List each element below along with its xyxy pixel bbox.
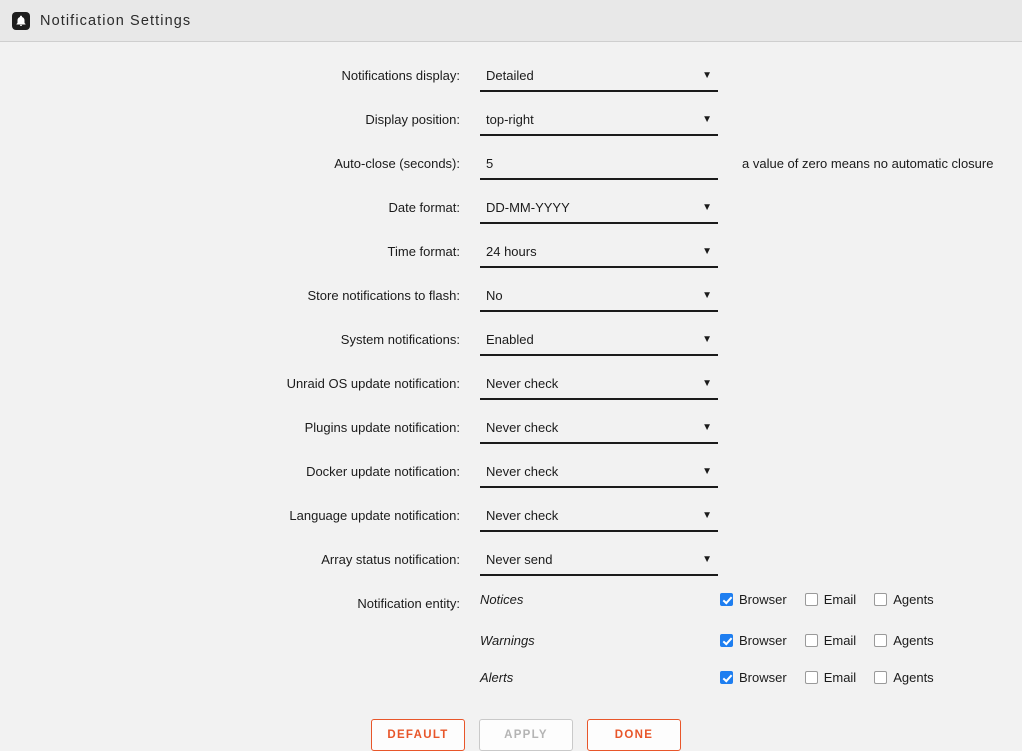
select-value-unraid-os-update-notification: Never check <box>486 375 559 391</box>
chevron-down-icon: ▼ <box>702 70 712 81</box>
note-display-position <box>720 108 742 112</box>
window-titlebar <box>0 0 1022 42</box>
checkbox-notices-email[interactable] <box>805 592 857 607</box>
select-value-language-update-notification: Never check <box>486 507 559 523</box>
note-plugins-update-notification <box>720 416 742 420</box>
select-unraid-os-update-notification[interactable] <box>480 372 718 400</box>
checkbox-notices-browser[interactable] <box>720 592 787 607</box>
bell-icon <box>12 12 30 30</box>
note-time-format <box>720 240 742 244</box>
label-language-update-notification: Language update notification: <box>289 508 460 523</box>
label-array-status-notification: Array status notification: <box>321 552 460 567</box>
label-unraid-os-update-notification: Unraid OS update notification: <box>286 376 460 391</box>
chevron-down-icon: ▼ <box>702 246 712 257</box>
form-row-docker-update-notification <box>0 460 1022 488</box>
form-row-store-notifications-to-flash <box>0 284 1022 312</box>
form-row-array-status-notification <box>0 548 1022 576</box>
select-value-display-position: top-right <box>486 111 534 127</box>
checkbox-label: Browser <box>739 633 787 648</box>
chevron-down-icon: ▼ <box>702 466 712 477</box>
label-store-notifications-to-flash: Store notifications to flash: <box>307 288 460 303</box>
chevron-down-icon: ▼ <box>702 554 712 565</box>
checkbox-label: Email <box>823 633 857 648</box>
checkbox-label: Agents <box>893 670 934 685</box>
label-docker-update-notification: Docker update notification: <box>306 464 460 479</box>
note-array-status-notification <box>720 548 742 552</box>
entity-name-warnings: Warnings <box>480 633 535 648</box>
chevron-down-icon: ▼ <box>702 378 712 389</box>
label-plugins-update-notification: Plugins update notification: <box>304 420 460 435</box>
form-row-plugins-update-notification <box>0 416 1022 444</box>
select-value-time-format: 24 hours <box>486 243 537 259</box>
note-date-format <box>720 196 742 200</box>
checkbox-alerts-email[interactable] <box>805 670 857 685</box>
form-row-time-format <box>0 240 1022 268</box>
checkbox-box[interactable] <box>805 593 818 606</box>
form-row-display-position <box>0 108 1022 136</box>
select-system-notifications[interactable] <box>480 328 718 356</box>
chevron-down-icon: ▼ <box>702 334 712 345</box>
form-row-system-notifications <box>0 328 1022 356</box>
checkbox-warnings-email[interactable] <box>805 633 857 648</box>
select-display-position[interactable] <box>480 108 718 136</box>
checkbox-alerts-browser[interactable] <box>720 670 787 685</box>
checkbox-box[interactable] <box>874 593 887 606</box>
checkbox-box[interactable] <box>805 671 818 684</box>
checkbox-box[interactable] <box>720 634 733 647</box>
note-notifications-display <box>720 64 742 68</box>
form-row-notification-entity-notices <box>0 592 1022 611</box>
checkbox-label: Email <box>823 592 857 607</box>
select-store-notifications-to-flash[interactable] <box>480 284 718 312</box>
chevron-down-icon: ▼ <box>702 114 712 125</box>
checkbox-label: Agents <box>893 633 934 648</box>
label-auto-close: Auto-close (seconds): <box>334 156 460 171</box>
done-button[interactable]: DONE <box>587 719 681 751</box>
select-array-status-notification[interactable] <box>480 548 718 576</box>
checkbox-box[interactable] <box>720 671 733 684</box>
select-docker-update-notification[interactable] <box>480 460 718 488</box>
form-row-unraid-os-update-notification <box>0 372 1022 400</box>
default-button[interactable]: DEFAULT <box>371 719 465 751</box>
window-title: Notification Settings <box>40 12 192 29</box>
checkbox-warnings-browser[interactable] <box>720 633 787 648</box>
chevron-down-icon: ▼ <box>702 510 712 521</box>
input-auto-close-seconds[interactable]: 5 <box>480 152 718 180</box>
checkbox-alerts-agents[interactable] <box>874 670 933 685</box>
note-auto-close: a value of zero means no automatic closure <box>742 156 994 171</box>
form-row-notification-entity-alerts <box>0 670 1022 685</box>
chevron-down-icon: ▼ <box>702 422 712 433</box>
select-value-date-format: DD-MM-YYYY <box>486 199 570 215</box>
note-language-update-notification <box>720 504 742 508</box>
checkbox-label: Browser <box>739 670 787 685</box>
checkbox-box[interactable] <box>805 634 818 647</box>
form-row-notification-entity-warnings <box>0 633 1022 648</box>
entity-name-notices: Notices <box>480 592 524 607</box>
label-system-notifications: System notifications: <box>340 332 460 347</box>
form-row-notifications-display <box>0 64 1022 92</box>
chevron-down-icon: ▼ <box>702 202 712 213</box>
select-date-format[interactable] <box>480 196 718 224</box>
form-row-date-format <box>0 196 1022 224</box>
checkbox-box[interactable] <box>874 634 887 647</box>
note-unraid-os-update-notification <box>720 372 742 376</box>
checkbox-box[interactable] <box>720 593 733 606</box>
select-value-plugins-update-notification: Never check <box>486 419 559 435</box>
checkbox-notices-agents[interactable] <box>874 592 933 607</box>
entity-name-alerts: Alerts <box>480 670 514 685</box>
label-notification-entity: Notification entity: <box>357 596 460 611</box>
label-time-format: Time format: <box>387 244 460 259</box>
checkbox-label: Email <box>823 670 857 685</box>
chevron-down-icon: ▼ <box>702 290 712 301</box>
select-plugins-update-notification[interactable] <box>480 416 718 444</box>
select-value-store-notifications-to-flash: No <box>486 287 503 303</box>
select-notifications-display[interactable] <box>480 64 718 92</box>
note-system-notifications <box>720 328 742 332</box>
select-value-docker-update-notification: Never check <box>486 463 559 479</box>
note-store-notifications-to-flash <box>720 284 742 288</box>
select-value-system-notifications: Enabled <box>486 331 534 347</box>
select-value-notifications-display: Detailed <box>486 67 534 83</box>
checkbox-warnings-agents[interactable] <box>874 633 933 648</box>
label-display-position: Display position: <box>365 112 460 127</box>
checkbox-label: Browser <box>739 592 787 607</box>
note-docker-update-notification <box>720 460 742 464</box>
settings-form <box>0 42 1022 751</box>
checkbox-box[interactable] <box>874 671 887 684</box>
form-row-language-update-notification <box>0 504 1022 532</box>
select-time-format[interactable] <box>480 240 718 268</box>
label-date-format: Date format: <box>388 200 460 215</box>
form-row-auto-close <box>0 152 1022 180</box>
select-language-update-notification[interactable] <box>480 504 718 532</box>
checkbox-label: Agents <box>893 592 934 607</box>
label-notifications-display: Notifications display: <box>341 68 460 83</box>
apply-button[interactable]: APPLY <box>479 719 573 751</box>
select-value-array-status-notification: Never send <box>486 551 553 567</box>
